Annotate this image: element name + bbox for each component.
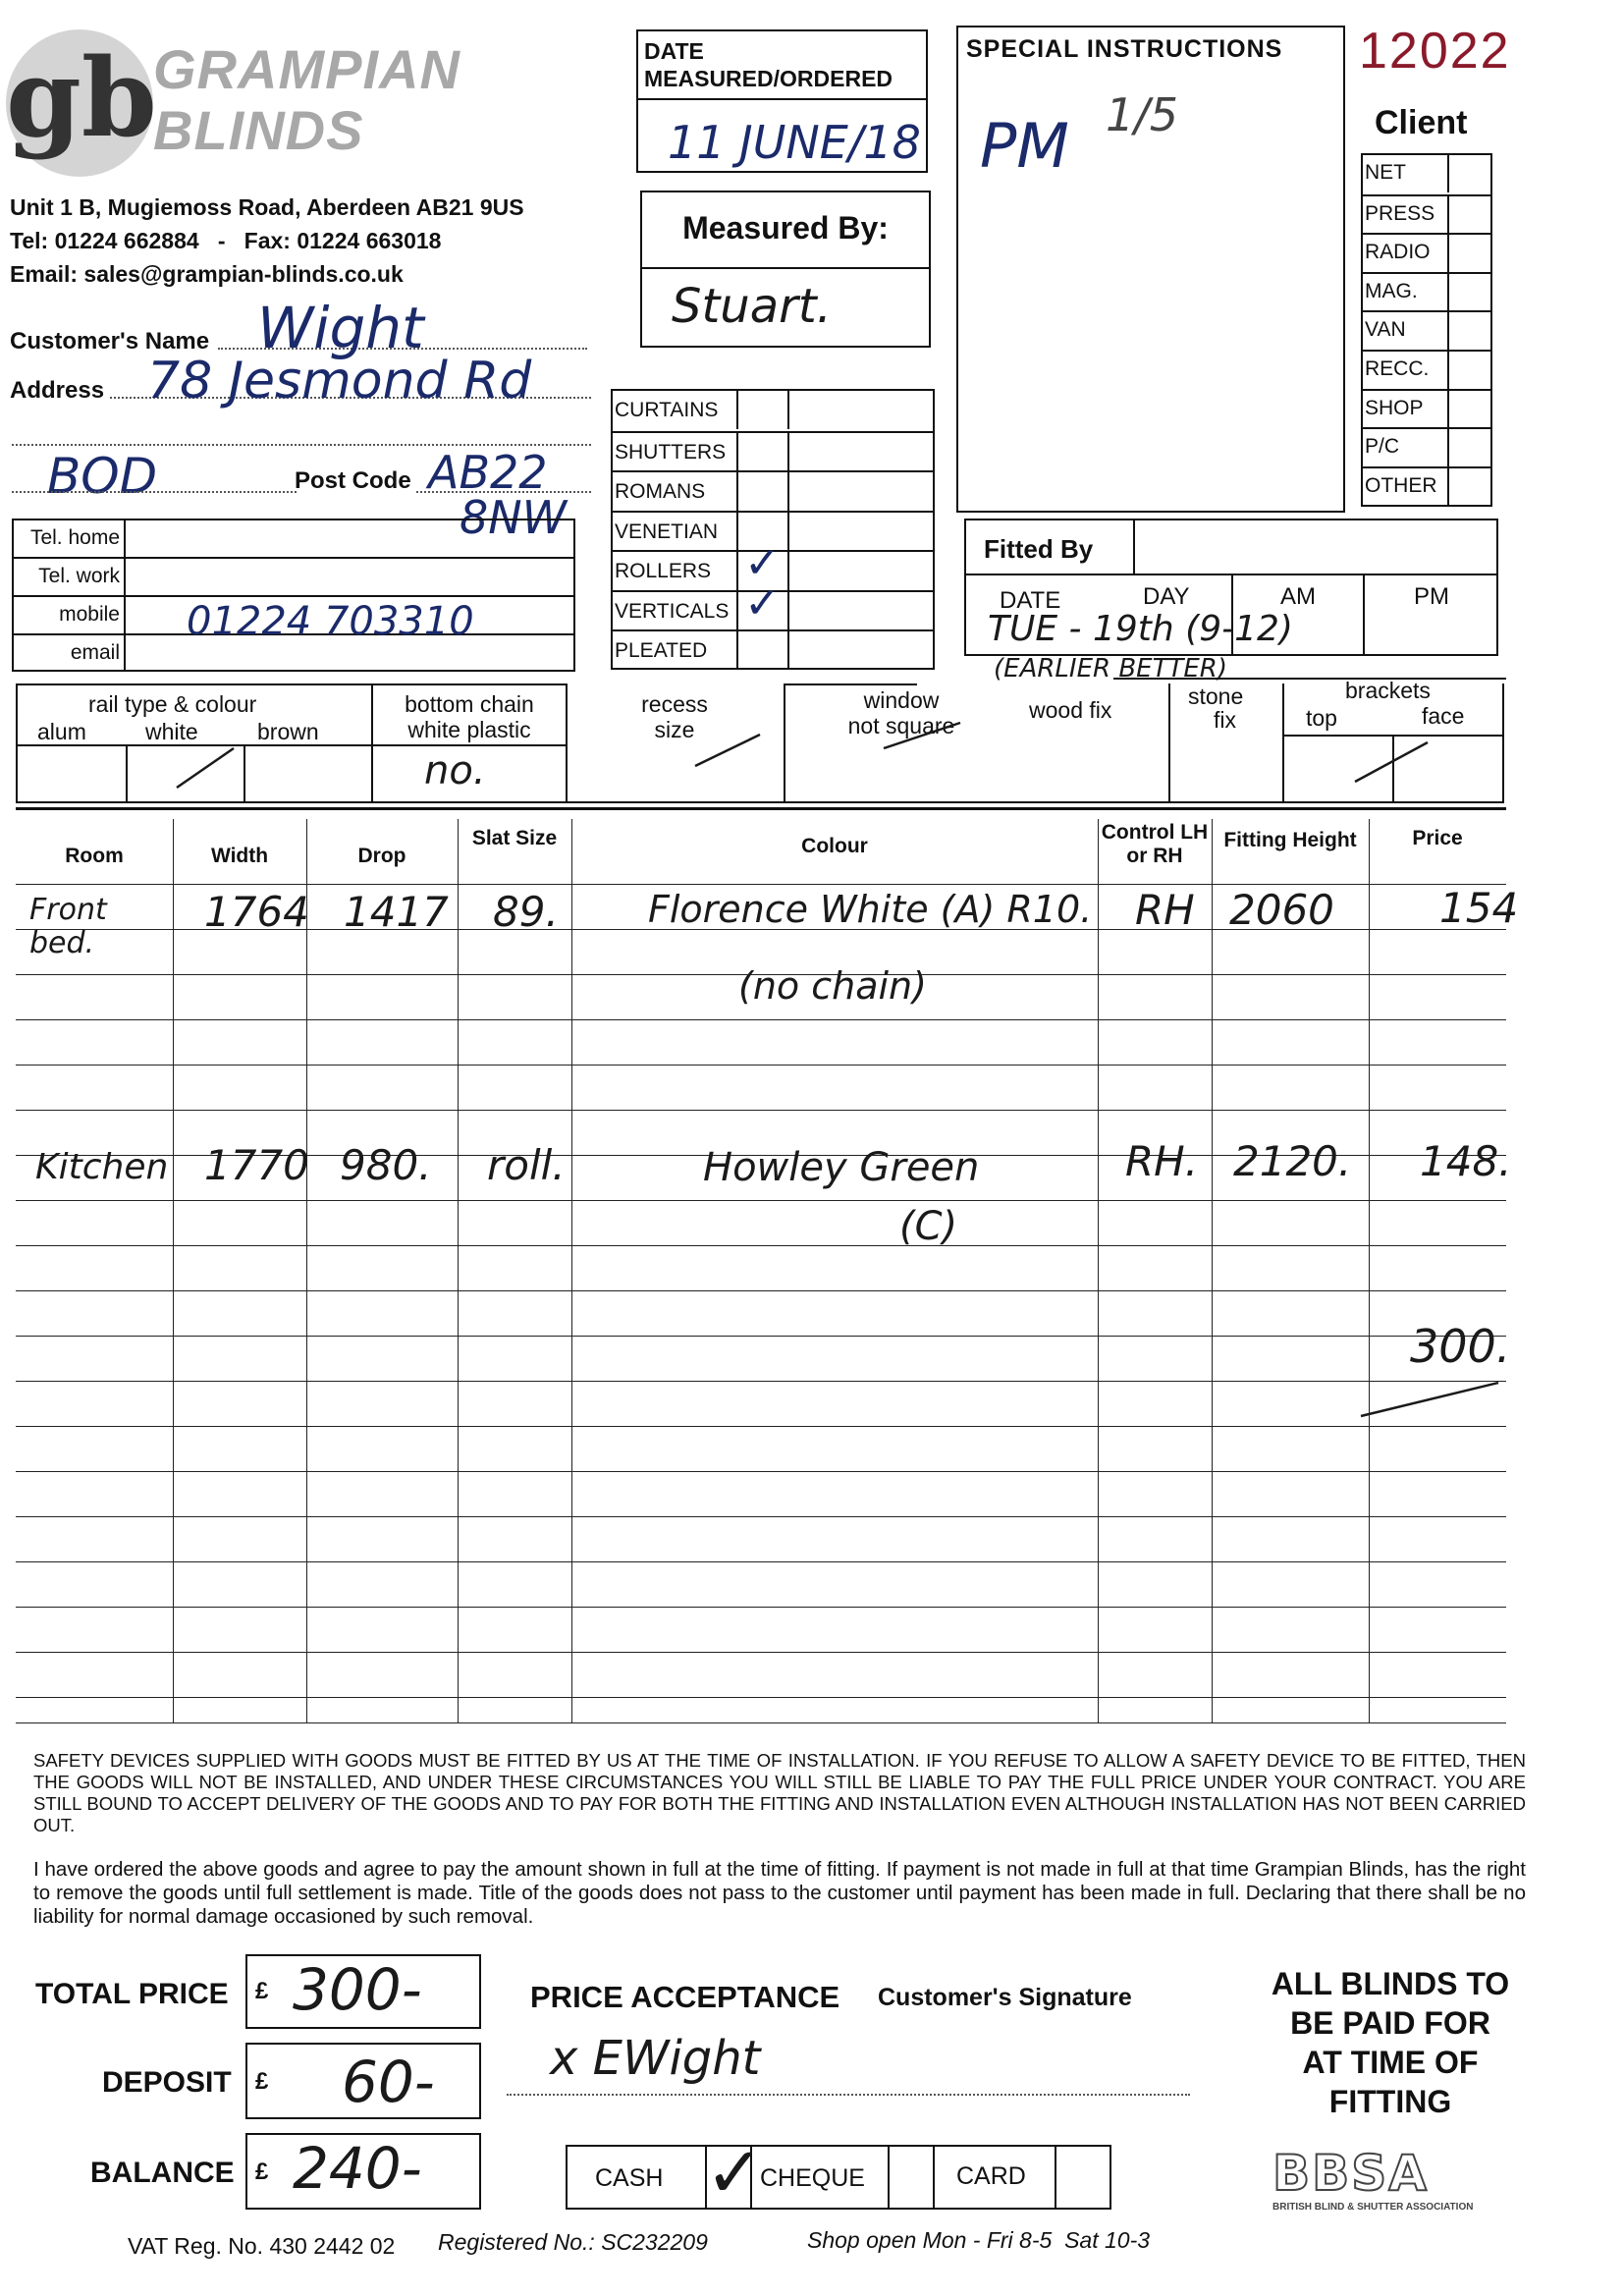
payment-notice-line3: AT TIME OF [1302,2045,1479,2080]
payment-notice-line1: ALL BLINDS TO [1271,1966,1510,2001]
company-logo [6,29,460,177]
post-code-label: Post Code [295,467,411,494]
row1-room: Front bed. [29,893,107,960]
row2-room: Kitchen [35,1147,169,1187]
total-price-box [245,1954,481,2029]
date-measured-box [636,29,928,173]
special-instructions-value: PM [980,110,1069,182]
row2-drop: 980. [340,1141,432,1189]
table-row-line [16,1722,1506,1723]
total-underline [1351,1377,1508,1426]
row2-colour-note: (C) [899,1204,958,1249]
product-option-checkbox[interactable] [736,631,789,670]
wood-fix-label: wood fix [1029,697,1112,723]
table-column-divider [1098,819,1099,1722]
table-row-line [16,1110,1506,1111]
vat-number: VAT Reg. No. 430 2442 02 [128,2233,396,2259]
balance-currency: £ [255,2159,269,2185]
table-row-line [16,1200,1506,1201]
client-label: Client [1375,104,1468,141]
address-value: 78 Jesmond Rd [147,352,532,410]
fitted-by-box [964,519,1498,683]
product-option-checkbox[interactable] [736,472,789,511]
product-option-label: SHUTTERS [615,440,727,464]
stone-fix-sub: fix [1214,707,1236,733]
window-sub: not square [847,713,955,738]
product-option-row [613,391,933,431]
row1-colour-note: (no chain) [738,964,927,1008]
client-option-row [1363,427,1490,466]
deposit-box [245,2043,481,2119]
bottom-chain-value: no. [424,748,486,793]
agreement-terms: I have ordered the above goods and agree to pay the amount shown in full at the time of fitting. If payment is not made in full at that time Grampian Blinds, has the right to remove the goods until full settlement is made. Title of the goods does not pass to the customer until payment has been made in full. Declaring that there shall be no liability for normal damage occasioned by such removal. [33,1858,1526,1928]
payment-notice [1214,1964,1567,2121]
recess-sub: size [654,717,695,742]
logo-name-line2: BLINDS [153,99,364,161]
safety-terms: SAFETY DEVICES SUPPLIED WITH GOODS MUST BE FITTED BY US AT THE TIME OF INSTALLATION. IF YOU REFUSE TO ALLOW A SAFETY DEVICE TO BE FITTED, THEN THE GOODS WILL NOT BE INSTALLED, AND UNDER THESE CIRCUMSTANCES YOU WILL STILL BE LIABLE TO PAY THE FULL PRICE UNDER YOUR CONTRACT. YOU ARE STILL BOUND TO ACCEPT DELIVERY OF THE GOODS AND TO PAY FOR BOTH THE FITTING AND INSTALLATION EVEN ALTHOUGH INSTALLATION HAS NOT BEEN CARRIED OUT. [33,1750,1526,1835]
client-option-label: PRESS [1365,201,1435,225]
address-town-value: BOD [47,448,158,505]
rail-option-alum: alum [37,719,86,744]
special-instructions-value-2: 1/5 [1106,88,1179,141]
bottom-chain-sub: white plastic [407,717,531,742]
table-column-header: Price [1412,827,1463,849]
product-checklist [611,389,935,670]
rail-option-brown: brown [257,719,319,744]
product-option-label: ROLLERS [615,560,712,582]
table-column-divider [571,819,572,1722]
product-option-label: VENETIAN [615,519,719,543]
product-option-label: CURTAINS [615,399,719,421]
row1-colour: Florence White (A) R10. [648,888,1093,931]
post-code-value-2: 8NW [460,491,568,544]
date-measured-label: DATE MEASURED/ORDERED [644,38,893,91]
phone-row [14,519,573,557]
table-column-header: Width [210,845,269,867]
order-number: 12022 [1359,23,1511,80]
product-option-row [613,577,933,630]
phone-row [14,557,573,595]
product-tick: ✓ [744,577,781,629]
total-price-label: TOTAL PRICE [35,1978,229,2010]
phone-row-label: Tel. home [29,526,120,549]
product-option-checkbox[interactable] [736,433,789,471]
payment-notice-line2: BE PAID FOR [1290,2005,1490,2041]
client-option-checkbox[interactable] [1447,155,1492,192]
special-instructions-label: SPECIAL INSTRUCTIONS [966,35,1283,63]
phone-row-label: Tel. work [38,565,120,587]
product-option-label: ROMANS [615,480,706,503]
total-currency: £ [255,1978,269,2004]
row2-price: 148. [1420,1137,1512,1185]
price-acceptance-label: PRICE ACCEPTANCE [530,1980,840,2014]
client-option-label: MAG. [1365,279,1418,302]
phone-row-label: mobile [59,603,120,626]
fitted-day-label: DAY [1143,583,1190,610]
table-row-line [16,1290,1506,1291]
logo-mark: gb [6,29,153,177]
client-option-checkbox[interactable] [1447,429,1492,466]
client-option-row [1363,194,1490,234]
client-option-row [1363,310,1490,350]
product-tick: ✓ [744,538,781,588]
phone-table [12,519,575,672]
table-column-header: Drop [357,845,406,867]
client-option-checkbox[interactable] [1447,196,1492,234]
total-price-value: 300- [293,1956,422,2023]
table-row-line [16,1561,1506,1562]
deposit-label: DEPOSIT [102,2066,232,2099]
bottom-chain-label: bottom chain [405,691,534,717]
product-option-row [613,629,933,670]
client-option-checkbox[interactable] [1447,274,1492,311]
table-row-line [16,1607,1506,1608]
client-option-checkbox[interactable] [1447,352,1492,389]
product-option-row [613,470,933,511]
table-column-divider [306,819,307,1722]
table-row-line [16,1065,1506,1066]
client-option-checkbox[interactable] [1447,312,1492,350]
logo-name-line1: GRAMPIAN [153,38,460,100]
balance-label: BALANCE [90,2157,235,2189]
row1-slat: 89. [493,888,559,936]
table-column-header: Control LH or RH [1101,821,1209,867]
registered-number: Registered No.: SC232209 [438,2229,708,2255]
fitted-by-label: Fitted By [984,534,1094,564]
client-option-row [1363,155,1490,194]
window-label: window [863,687,940,713]
mobile-value: 01224 703310 [187,599,474,644]
row2-slat: roll. [487,1141,566,1189]
table-column-divider [1212,819,1213,1722]
brackets-top: top [1306,705,1337,731]
payment-card: CARD [956,2162,1026,2190]
product-option-checkbox[interactable] [736,391,789,429]
customer-signature: x EWight [550,2031,761,2086]
product-option-label: VERTICALS [615,599,730,623]
company-email: Email: sales@grampian-blinds.co.uk [10,261,404,287]
product-option-label: PLEATED [615,639,708,662]
measured-by-value: Stuart. [672,279,832,334]
table-row-line [16,1652,1506,1653]
table-row-line [16,1697,1506,1698]
date-measured-value: 11 JUNE/18 [668,116,921,169]
row1-drop: 1417 [344,888,449,936]
client-option-label: VAN [1365,318,1406,342]
table-column-header: Room [65,845,124,867]
client-option-label: OTHER [1365,473,1437,497]
customer-name-label: Customer's Name [10,328,210,355]
deposit-currency: £ [255,2068,269,2095]
phone-row-input[interactable] [124,520,573,557]
client-option-row [1363,350,1490,389]
brackets-face: face [1422,703,1465,729]
row2-control: RH. [1125,1137,1199,1185]
company-phone: Tel: 01224 662884 - Fax: 01224 663018 [10,228,442,253]
bbsa-logo-text: BBSA [1272,2145,1429,2202]
table-row-line [16,1381,1506,1382]
client-option-checkbox[interactable] [1447,391,1492,428]
fitted-date-value: TUE - 19th (9-12) [988,609,1293,649]
payment-cash-tick: ✓ [705,2131,765,2214]
table-row-line [16,1245,1506,1246]
balance-value: 240- [293,2135,422,2202]
table-row-line [16,1516,1506,1517]
customer-signature-label: Customer's Signature [878,1984,1132,2011]
shop-hours: Shop open Mon - Fri 8-5 Sat 10-3 [807,2227,1151,2253]
table-column-header: Slat Size [471,827,558,849]
client-option-checkbox[interactable] [1447,468,1492,506]
client-option-label: SHOP [1365,396,1424,419]
row2-colour: Howley Green [703,1145,980,1190]
customer-name-value: Wight [257,295,424,361]
row2-width: 1770 [204,1141,309,1189]
fitted-date-note: (EARLIER BETTER) [994,654,1227,683]
payment-method-box [566,2131,1111,2214]
client-option-label: RADIO [1365,241,1431,264]
table-row-line [16,1471,1506,1472]
address-label: Address [10,377,105,404]
row1-width: 1764 [204,888,309,936]
bbsa-logo [1272,2145,1508,2213]
payment-cheque: CHEQUE [760,2164,865,2192]
client-option-row [1363,466,1490,506]
client-option-label: NET [1365,161,1406,184]
special-instructions-box [956,26,1345,513]
stone-fix-label: stone [1188,683,1244,709]
rail-type-label: rail type & colour [88,691,257,717]
phone-row-input[interactable] [124,559,573,595]
table-row-line [16,1426,1506,1427]
table-row-line [16,884,1506,885]
product-option-row [613,431,933,471]
row1-control: RH [1135,886,1195,934]
payment-notice-line4: FITTING [1328,2084,1452,2119]
balance-box [245,2133,481,2210]
client-option-row [1363,233,1490,272]
client-option-label: RECC. [1365,357,1430,380]
table-column-header: Fitting Height [1223,829,1357,851]
client-list [1361,153,1492,507]
measured-by-box [640,191,931,348]
client-option-row [1363,389,1490,428]
bbsa-logo-sub: BRITISH BLIND & SHUTTER ASSOCIATION [1272,2202,1474,2213]
row2-height: 2120. [1233,1137,1352,1185]
phone-row-label: email [70,641,120,664]
fitted-date-label: DATE [1000,587,1061,614]
order-table [16,807,1519,1738]
brackets-label: brackets [1345,678,1431,703]
payment-cash: CASH [595,2164,664,2192]
post-code-value: AB22 [428,446,548,499]
fitted-pm-label: PM [1414,583,1449,610]
deposit-value: 60- [342,2049,435,2115]
client-option-row [1363,272,1490,311]
measured-by-label: Measured By: [682,210,889,246]
fitted-am-label: AM [1280,583,1316,610]
table-row-line [16,1019,1506,1020]
table-row-line [16,1336,1506,1337]
option-strike-marks [18,683,1506,803]
row1-height: 2060 [1229,886,1334,934]
recess-label: recess [641,691,708,717]
company-address: Unit 1 B, Mugiemoss Road, Aberdeen AB21 9US [10,194,524,220]
row1-price: 154 [1439,884,1519,932]
table-column-divider [1369,819,1370,1722]
client-option-checkbox[interactable] [1447,235,1492,272]
rail-option-white: white [145,719,198,744]
table-total: 300. [1410,1320,1511,1373]
table-column-divider [458,819,459,1722]
table-column-header: Colour [801,835,868,857]
options-row [16,678,1504,803]
client-option-label: P/C [1365,435,1400,459]
